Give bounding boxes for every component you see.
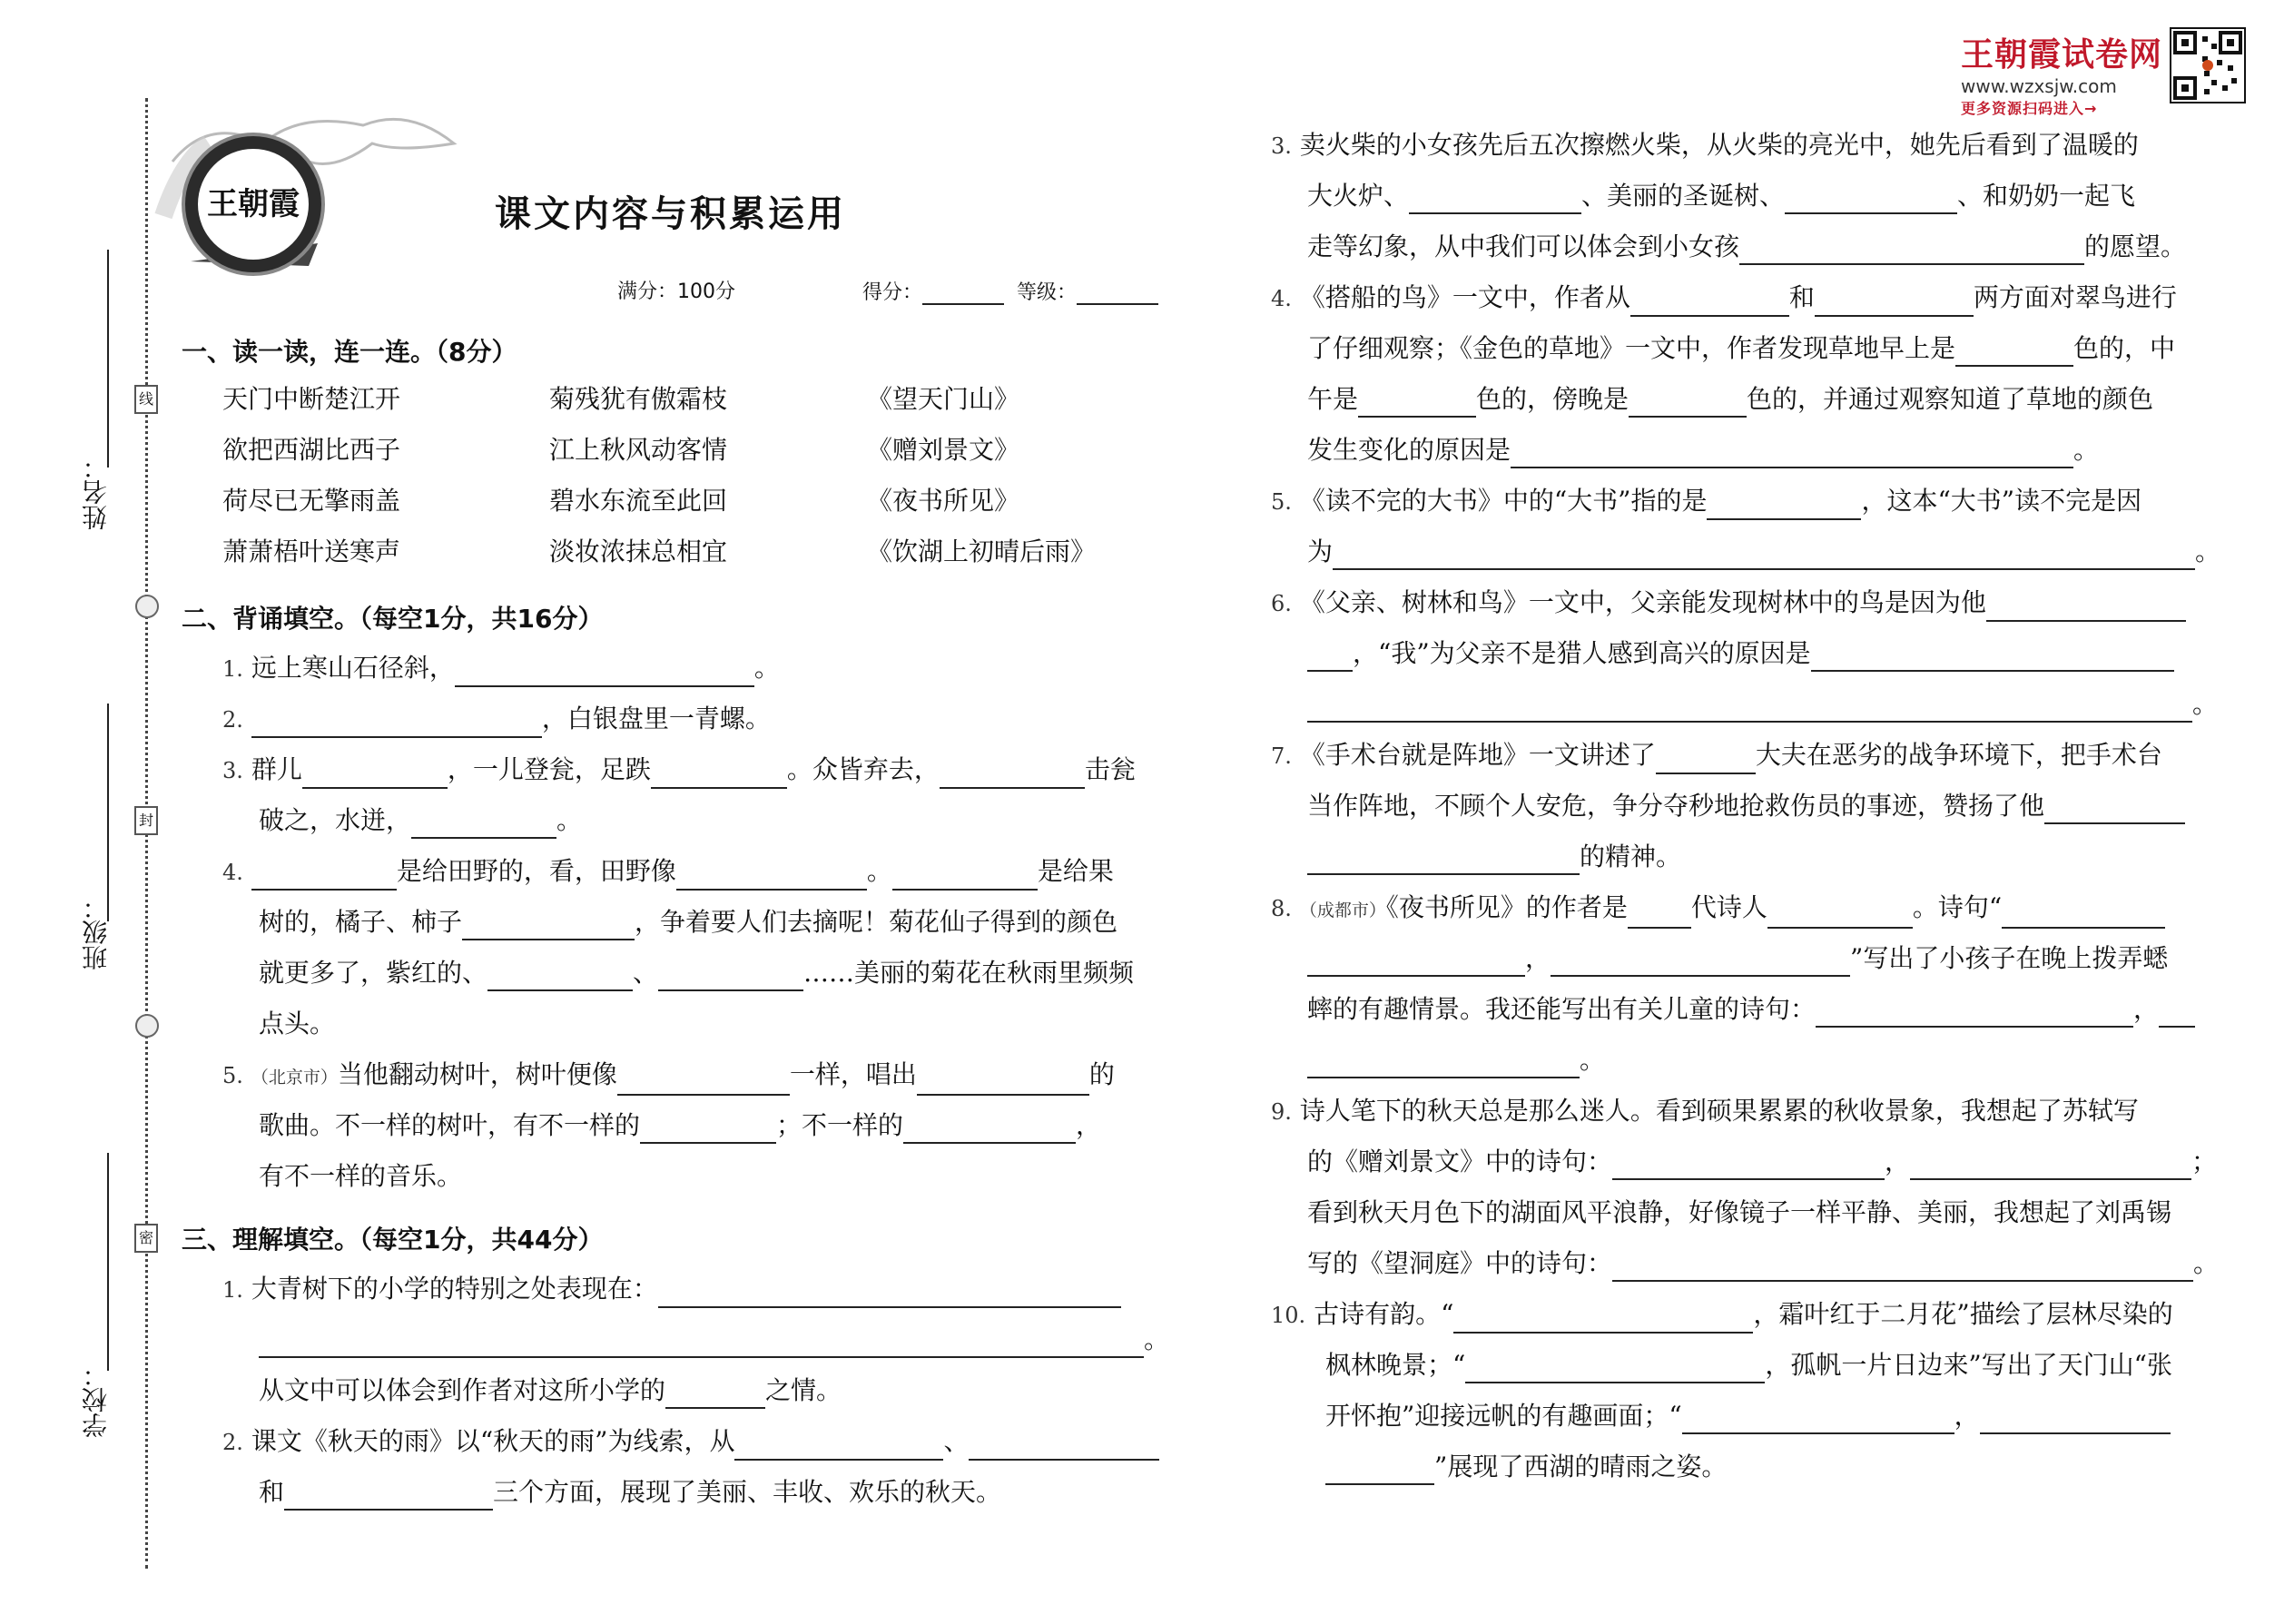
section3-heading: 三、理解填空。（每空1分，共44分） <box>182 1225 604 1255</box>
answer-blank[interactable] <box>1307 643 1353 672</box>
question-number: 10. <box>1271 1303 1306 1328</box>
answer-blank[interactable] <box>1358 389 1476 418</box>
answer-blank[interactable] <box>1955 338 2073 367</box>
s3-q8-line4 <box>1307 1042 1605 1078</box>
s2-q4-line3 <box>259 955 1134 991</box>
question-text: ，白银盘里一青螺。 <box>541 704 771 733</box>
grade-label: 等级： <box>1017 281 1078 304</box>
answer-blank[interactable] <box>1986 593 2186 622</box>
answer-blank[interactable] <box>1333 541 2195 570</box>
answer-blank[interactable] <box>665 1380 765 1409</box>
question-number: 5. <box>1271 489 1292 515</box>
answer-blank[interactable] <box>1511 439 2073 468</box>
answer-blank[interactable] <box>1630 288 1789 317</box>
answer-blank[interactable] <box>1656 745 1756 774</box>
brand-name: 王朝霞试卷网 <box>1961 36 2163 74</box>
answer-blank[interactable] <box>2002 900 2165 929</box>
logo-emblem <box>182 133 325 276</box>
question-text: 三个方面，展现了美丽、丰收、欢乐的秋天。 <box>493 1477 1002 1507</box>
question-text: 是给田野的，看，田野像 <box>396 856 676 886</box>
full-score: 满分：100分 <box>617 281 735 303</box>
s2-q5-line2 <box>259 1107 1101 1144</box>
question-text: 了仔细观察；《金色的草地》一文中，作者发现草地早上是 <box>1307 333 1956 363</box>
s3-q9-line1 <box>1271 1093 2139 1130</box>
match-mid-2[interactable]: 江上秋风动客情 <box>549 435 728 465</box>
match-left-2[interactable]: 欲把西湖比西子 <box>222 435 401 465</box>
question-text: 两方面对翠鸟进行 <box>1973 282 2177 312</box>
bind-mark-xian: 线 <box>134 385 158 414</box>
answer-blank[interactable] <box>676 861 867 891</box>
match-right-3[interactable]: 《夜书所见》 <box>867 486 1020 516</box>
question-text: ，争着要人们去摘呢！菊花仙子得到的颜色 <box>635 907 1118 937</box>
s2-q5-line1 <box>222 1057 1115 1096</box>
question-text: ， <box>1885 1147 1911 1176</box>
question-text: 蟀的有趣情景。我还能写出有关儿童的诗句： <box>1307 994 1816 1024</box>
answer-blank[interactable] <box>2044 795 2185 824</box>
s2-q1 <box>222 650 780 687</box>
answer-blank[interactable] <box>1629 389 1747 418</box>
answer-blank[interactable] <box>651 760 787 789</box>
question-text: 大青树下的小学的特别之处表现在： <box>251 1274 658 1304</box>
question-text: 歌曲。不一样的树叶，有不一样的 <box>259 1110 641 1140</box>
s3-q9-line2 <box>1307 1144 2217 1180</box>
question-number: 8. <box>1271 896 1292 921</box>
question-text: 群儿 <box>251 754 302 784</box>
s2-q4-line4: 点头。 <box>259 1009 336 1038</box>
question-text: 就更多了，紫红的、 <box>259 958 488 988</box>
answer-blank[interactable] <box>892 861 1038 891</box>
question-text: 。 <box>1144 1324 1170 1354</box>
name-label: 姓名： <box>81 454 111 530</box>
class-label: 班级： <box>81 894 111 970</box>
match-left-4[interactable]: 萧萧梧叶送寒声 <box>222 536 401 566</box>
s2-q4-line2 <box>259 904 1117 940</box>
s3-q1-line2 <box>259 1322 1169 1358</box>
question-text: ”展现了西湖的晴雨之姿。 <box>1434 1452 1728 1481</box>
question-text: 之情。 <box>765 1375 842 1405</box>
question-text: 发生变化的原因是 <box>1307 435 1511 465</box>
s3-q10-line3 <box>1325 1398 2171 1434</box>
s2-q4-line1 <box>222 853 1114 891</box>
question-text: ，“我”为父亲不是猎人感到高兴的原因是 <box>1353 638 1811 668</box>
question-text: 大夫在恶劣的战争环境下，把手术台 <box>1755 740 2162 770</box>
question-text: 色的，中 <box>2073 333 2176 363</box>
question-number: 2. <box>222 1430 243 1455</box>
s3-q3-line2 <box>1307 178 2135 214</box>
section1-heading: 一、读一读，连一连。（8分） <box>182 337 517 367</box>
answer-blank[interactable] <box>903 1115 1076 1144</box>
page-title: 课文内容与积累运用 <box>495 193 846 235</box>
answer-blank[interactable] <box>617 1067 790 1096</box>
s3-q1-line1 <box>222 1271 1121 1308</box>
match-mid-4[interactable]: 淡妆浓抹总相宜 <box>549 536 728 566</box>
question-text: 卖火柴的小女孩先后五次擦燃火柴，从火柴的亮光中，她先后看到了温暖的 <box>1299 130 2139 160</box>
match-mid-1[interactable]: 菊残犹有傲霜枝 <box>549 384 728 414</box>
s3-q1-line3 <box>259 1373 842 1409</box>
question-text: ，这本“大书”读不完是因 <box>1861 486 2142 516</box>
answer-blank[interactable] <box>455 658 754 687</box>
s3-q4-line2 <box>1307 330 2175 367</box>
s3-q10-line4 <box>1325 1449 1727 1485</box>
question-text: ，霜叶红于二月花”描绘了层林尽染的 <box>1753 1299 2173 1329</box>
brand-tip: 更多资源扫码进入→ <box>1961 100 2098 117</box>
s3-q6-line2 <box>1307 635 2174 672</box>
question-text: 代诗人 <box>1690 892 1767 922</box>
question-text: 。众皆弃去， <box>786 754 940 784</box>
question-text: 走等幻象，从中我们可以体会到小女孩 <box>1307 231 1740 261</box>
name-write-line <box>107 250 109 468</box>
question-text: ， <box>1525 943 1551 973</box>
class-write-line <box>107 704 109 921</box>
s3-q9-line3: 看到秋天月色下的湖面风平浪静，好像镜子一样平静、美丽，我想起了刘禹锡 <box>1307 1197 2172 1227</box>
question-number: 2. <box>222 707 243 733</box>
answer-blank[interactable] <box>411 810 556 839</box>
s3-q5-line2 <box>1307 534 2220 570</box>
answer-blank[interactable] <box>1409 185 1581 214</box>
school-write-line <box>107 1153 109 1371</box>
question-text: 。 <box>1580 1045 1606 1075</box>
question-text: 写的《望洞庭》中的诗句： <box>1307 1248 1613 1278</box>
s3-q7-line3 <box>1307 839 1681 875</box>
answer-blank[interactable] <box>658 1279 1121 1308</box>
question-text: ； <box>2191 1147 2218 1176</box>
bind-mark-feng: 封 <box>134 806 158 835</box>
question-text: 。 <box>2193 1248 2220 1278</box>
question-text: 色的，并通过观察知道了草地的颜色 <box>1747 384 2154 414</box>
question-text: 的《赠刘景文》中的诗句： <box>1307 1147 1613 1176</box>
question-text: 。 <box>2192 689 2219 719</box>
question-text: 《搭船的鸟》一文中，作者从 <box>1299 282 1630 312</box>
question-text: ， <box>2133 994 2160 1024</box>
question-text: 。 <box>2195 536 2221 566</box>
match-left-3[interactable]: 荷尽已无擎雨盖 <box>222 486 401 516</box>
question-text: 枫林晚景；“ <box>1325 1350 1466 1380</box>
question-text: 。 <box>2073 435 2100 465</box>
answer-blank[interactable] <box>1739 236 2084 265</box>
match-right-1[interactable]: 《望天门山》 <box>867 384 1020 414</box>
answer-blank[interactable] <box>251 861 397 891</box>
logo-text: 王朝霞 <box>207 186 300 222</box>
answer-blank[interactable] <box>1307 1049 1580 1078</box>
s3-q10-line1 <box>1271 1296 2173 1334</box>
answer-blank[interactable] <box>1785 185 1957 214</box>
answer-blank[interactable] <box>284 1481 493 1511</box>
question-text: 。诗句“ <box>1912 892 2003 922</box>
question-text: 是给果 <box>1037 856 1114 886</box>
question-number: 6. <box>1271 591 1292 616</box>
question-text: 和 <box>259 1477 285 1507</box>
question-text: 。 <box>753 653 780 683</box>
question-text: ，一儿登瓮，足跌 <box>447 754 651 784</box>
question-number: 5. <box>222 1063 243 1088</box>
s3-q4-line3 <box>1307 381 2153 418</box>
answer-blank[interactable] <box>1980 1405 2171 1434</box>
s3-q5-line1 <box>1271 483 2141 520</box>
question-number: 1. <box>222 1277 243 1303</box>
s3-q2-line2 <box>259 1474 1001 1511</box>
school-label: 学校： <box>81 1362 111 1438</box>
question-text: 古诗有韵。“ <box>1314 1299 1454 1329</box>
question-text: 和 <box>1788 282 1815 312</box>
s3-q8-line2 <box>1307 940 2168 977</box>
question-text: 当作阵地，不顾个人安危，争分夺秒地抢救伤员的事迹，赞扬了他 <box>1307 791 2045 821</box>
answer-blank[interactable] <box>487 962 633 991</box>
answer-blank[interactable] <box>1767 900 1913 929</box>
score-label: 得分： <box>862 281 923 304</box>
question-text: 、和奶奶一起飞 <box>1957 181 2136 211</box>
answer-blank[interactable] <box>1628 900 1691 929</box>
answer-blank[interactable] <box>1307 948 1525 977</box>
question-text: 《夜书所见》的作者是 <box>1385 892 1628 922</box>
question-text: ……美丽的菊花在秋雨里频频 <box>803 958 1135 988</box>
s3-q6-line3 <box>1307 686 2218 723</box>
question-text: 击瓮 <box>1084 754 1136 784</box>
answer-blank[interactable] <box>259 1329 1144 1358</box>
question-text: ”写出了小孩子在晚上拨弄蟋 <box>1850 943 2169 973</box>
s2-q2 <box>222 701 771 738</box>
bind-hole <box>135 595 159 618</box>
answer-blank[interactable] <box>1612 1253 2193 1282</box>
question-text: 《手术台就是阵地》一文讲述了 <box>1299 740 1656 770</box>
qr-code-icon[interactable] <box>2170 27 2246 103</box>
answer-blank[interactable] <box>1307 694 2192 723</box>
question-text: 诗人笔下的秋天总是那么迷人。看到硕果累累的秋收景象，我想起了苏轼写 <box>1299 1096 2139 1126</box>
question-number: 3. <box>1271 133 1292 159</box>
answer-blank[interactable] <box>1815 288 1974 317</box>
section2-heading: 二、背诵填空。（每空1分，共16分） <box>182 604 604 634</box>
answer-blank[interactable] <box>302 760 448 789</box>
score-field <box>862 276 1004 305</box>
question-text: 开怀抱”迎接远帆的有趣画面；“ <box>1325 1401 1682 1431</box>
question-text: 的 <box>1088 1059 1115 1089</box>
s2-q5-line3: 有不一样的音乐。 <box>259 1161 463 1191</box>
question-number: 1. <box>222 656 243 682</box>
question-text: 为 <box>1307 536 1334 566</box>
question-number: 4. <box>222 860 243 885</box>
question-text: 课文《秋天的雨》以“秋天的雨”为线索，从 <box>251 1426 735 1456</box>
question-text: ， <box>1954 1401 1980 1431</box>
question-text: 。 <box>866 856 892 886</box>
question-number: 3. <box>222 758 243 783</box>
s3-q8-line3 <box>1307 991 2195 1028</box>
question-text: ， <box>1076 1110 1102 1140</box>
answer-blank[interactable] <box>1816 999 2133 1028</box>
s3-q9-line4 <box>1307 1245 2219 1282</box>
region-tag: （北京市） <box>251 1068 338 1088</box>
question-text: 一样，唱出 <box>789 1059 917 1089</box>
question-text: 当他翻动树叶，树叶便像 <box>337 1059 617 1089</box>
question-text: 破之，水迸， <box>259 805 412 835</box>
answer-blank[interactable] <box>1465 1354 1765 1383</box>
answer-blank[interactable] <box>1707 491 1861 520</box>
brand-url[interactable]: www.wzxsjw.com <box>1961 75 2117 97</box>
s2-q3-line2 <box>259 802 582 839</box>
match-right-4[interactable]: 《饮湖上初晴后雨》 <box>867 536 1097 566</box>
s3-q3-line3 <box>1307 229 2186 265</box>
brand-block <box>1961 29 2162 118</box>
answer-blank[interactable] <box>1612 1151 1885 1180</box>
answer-blank[interactable] <box>1910 1151 2191 1180</box>
answer-blank[interactable] <box>1325 1456 1434 1485</box>
s3-q8-line1 <box>1271 890 2165 929</box>
answer-blank[interactable] <box>1811 643 2174 672</box>
score-blank[interactable] <box>922 276 1004 305</box>
question-text: ；不一样的 <box>776 1110 904 1140</box>
question-text: 《父亲、树林和鸟》一文中，父亲能发现树林中的鸟是因为他 <box>1299 587 1986 617</box>
region-tag: （成都市） <box>1299 901 1386 920</box>
question-text: 、 <box>943 1426 970 1456</box>
answer-blank[interactable] <box>1307 846 1580 875</box>
question-number: 7. <box>1271 743 1292 769</box>
question-text: 。 <box>556 805 583 835</box>
s3-q10-line2 <box>1325 1347 2172 1383</box>
answer-blank[interactable] <box>917 1067 1089 1096</box>
question-number: 4. <box>1271 286 1292 311</box>
match-mid-3[interactable]: 碧水东流至此回 <box>549 486 728 516</box>
answer-blank[interactable] <box>1551 948 1850 977</box>
answer-blank[interactable] <box>251 709 542 738</box>
question-text: 的精神。 <box>1580 842 1682 871</box>
question-text: 大火炉、 <box>1307 181 1410 211</box>
s3-q4-line1 <box>1271 280 2177 317</box>
question-text: 、 <box>633 958 659 988</box>
match-left-1[interactable]: 天门中断楚江开 <box>222 384 401 414</box>
question-text: 远上寒山石径斜， <box>251 653 455 683</box>
answer-blank[interactable] <box>462 911 635 940</box>
question-number: 9. <box>1271 1099 1292 1125</box>
question-text: 色的，傍晚是 <box>1476 384 1629 414</box>
grade-field <box>1017 276 1158 305</box>
s2-q3-line1 <box>222 752 1136 789</box>
publisher-logo <box>154 107 463 271</box>
question-text: 树的，橘子、柿子 <box>259 907 463 937</box>
s3-q3-line1 <box>1271 127 2139 164</box>
s3-q2-line1 <box>222 1423 1159 1461</box>
answer-blank[interactable] <box>734 1432 943 1461</box>
question-text: 的愿望。 <box>2084 231 2187 261</box>
question-text: 、美丽的圣诞树、 <box>1581 181 1786 211</box>
bind-mark-mi: 密 <box>134 1224 158 1253</box>
s3-q7-line2 <box>1307 788 2185 824</box>
question-text: 从文中可以体会到作者对这所小学的 <box>259 1375 666 1405</box>
question-text: 午是 <box>1307 384 1359 414</box>
s3-q6-line1 <box>1271 585 2186 622</box>
answer-blank[interactable] <box>658 962 803 991</box>
question-text: 《读不完的大书》中的“大书”指的是 <box>1299 486 1708 516</box>
s3-q7-line1 <box>1271 737 2162 774</box>
match-right-2[interactable]: 《赠刘景文》 <box>867 435 1020 465</box>
answer-blank[interactable] <box>1682 1405 1954 1434</box>
answer-blank[interactable] <box>940 760 1085 789</box>
answer-blank[interactable] <box>1453 1304 1753 1334</box>
s3-q4-line4 <box>1307 432 2099 468</box>
grade-blank[interactable] <box>1077 276 1158 305</box>
answer-blank[interactable] <box>969 1432 1159 1461</box>
answer-blank[interactable] <box>2159 999 2195 1028</box>
answer-blank[interactable] <box>640 1115 776 1144</box>
question-text: ，孤帆一片日边来”写出了天门山“张 <box>1765 1350 2172 1380</box>
bind-hole <box>135 1014 159 1038</box>
